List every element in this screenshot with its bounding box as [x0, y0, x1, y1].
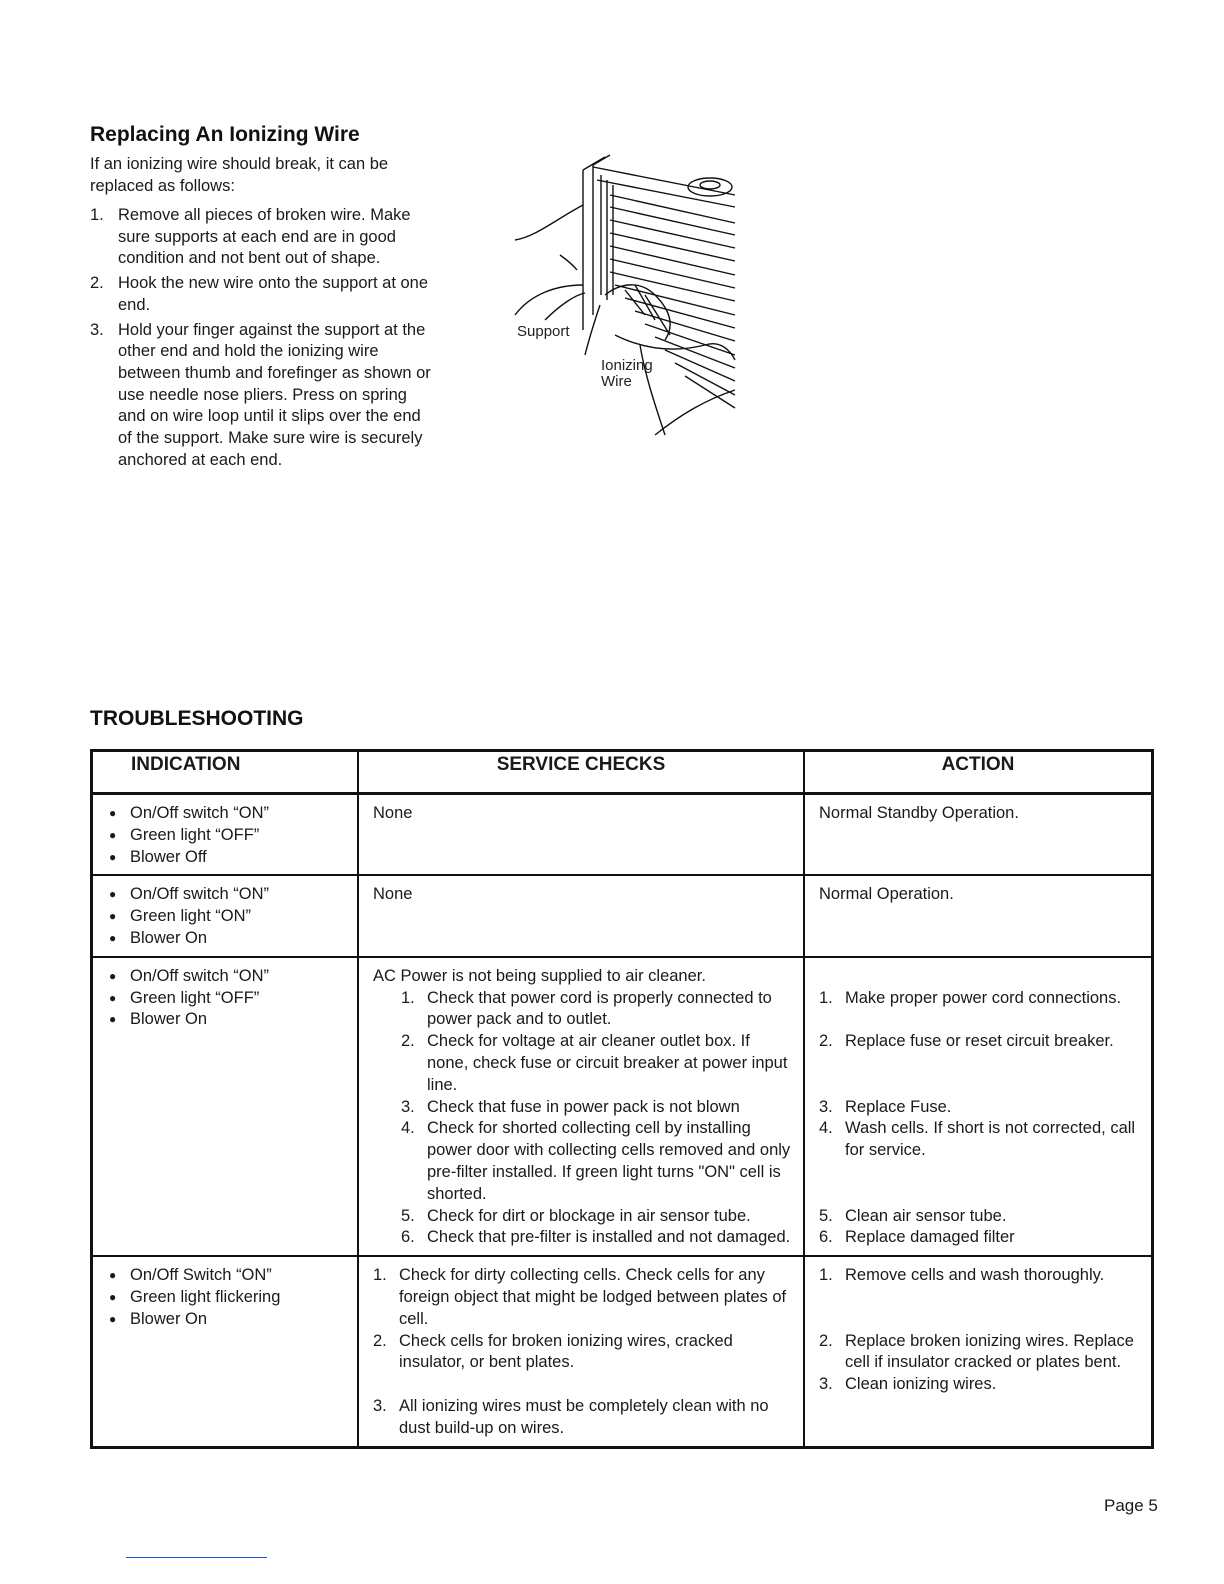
bullet-icon: ●: [109, 909, 117, 924]
bullet-icon: ●: [109, 1268, 117, 1283]
service-checks-cell: [358, 1256, 804, 1447]
list-item: 4. Wash cells. If short is not corrected, call for service.: [819, 1119, 1136, 1160]
indication-cell: [92, 794, 359, 876]
service-checks-cell: None: [358, 794, 804, 876]
list-item: 5. Check for dirt or blockage in air sensor tube.: [401, 1206, 751, 1225]
header-indication: INDICATION: [92, 751, 359, 794]
table-header-row: [92, 751, 1153, 794]
list-item: ● On/Off Switch “ON”: [107, 1265, 345, 1287]
list-item: 4. Check for shorted collecting cell by installing power door with collecting cells removed and only pre-filter installed. If green light turns "ON" cell is shorted.: [401, 1119, 791, 1203]
table-row: [92, 957, 1153, 1256]
list-item: 2. Check for voltage at air cleaner outlet box. If none, check fuse or circuit breaker at power input line.: [401, 1032, 788, 1094]
list-item: 6. Replace damaged filter: [819, 1228, 1015, 1247]
page-number: Page 5: [1104, 1496, 1158, 1515]
indication-cell: [92, 875, 359, 956]
ionizing-wire-illustration: [505, 145, 765, 445]
list-item: ● Green light flickering: [107, 1287, 345, 1309]
action-cell: Normal Standby Operation.: [804, 794, 1153, 876]
bullet-icon: ●: [109, 806, 117, 820]
figure-label-support: Support: [517, 323, 570, 340]
table-row: [92, 875, 1153, 956]
list-item: ● On/Off switch “ON”: [107, 966, 345, 988]
header-action: ACTION: [804, 751, 1153, 794]
list-item: 1. Remove all pieces of broken wire. Make sure supports at each end are in good condition and not bent out of shape.: [90, 206, 411, 268]
indication-cell: [92, 957, 359, 1256]
footer-rule: [126, 1557, 267, 1558]
header-service-checks: SERVICE CHECKS: [358, 751, 804, 794]
table-row: [92, 1256, 1153, 1447]
action-cell: [804, 1256, 1153, 1447]
list-item: ● Blower On: [107, 1309, 345, 1331]
bullet-icon: ●: [109, 990, 117, 1005]
service-checks-cell: None: [358, 875, 804, 956]
list-item: ● Blower On: [107, 928, 345, 950]
list-item: ● Blower On: [107, 1009, 345, 1031]
service-checks-cell: [358, 957, 804, 1256]
bullet-icon: ●: [109, 968, 117, 983]
list-item: 3. All ionizing wires must be completely clean with no dust build-up on wires.: [373, 1396, 769, 1437]
list-item: 6. Check that pre-filter is installed and not damaged.: [401, 1228, 791, 1247]
list-item: 3. Hold your finger against the support at the other end and hold the ionizing wire between thumb and forefinger as shown or use needle nose pliers. Press on spring and on wire loop until it slips over the end of the support. Make sure wire is securely anchored at each end.: [90, 320, 431, 469]
list-item: 2. Check cells for broken ionizing wires, cracked insulator, or bent plates.: [373, 1331, 733, 1372]
section-title-replacing-wire: Replacing An Ionizing Wire: [90, 123, 360, 146]
intro-paragraph: If an ionizing wire should break, it can be replaced as follows:: [90, 155, 389, 195]
list-item: 5. Clean air sensor tube.: [819, 1206, 1007, 1225]
list-item: 3. Check that fuse in power pack is not blown: [401, 1097, 740, 1116]
troubleshooting-title: TROUBLESHOOTING: [90, 707, 304, 730]
bullet-icon: ●: [109, 930, 117, 945]
list-item: ● Green light “OFF”: [107, 825, 345, 847]
troubleshooting-table: [90, 749, 1154, 1449]
list-item: ● On/Off switch “ON”: [107, 803, 345, 825]
list-item: ● Green light “OFF”: [107, 988, 345, 1010]
list-item: 2. Replace fuse or reset circuit breaker.: [819, 1032, 1114, 1051]
action-cell: Normal Operation.: [804, 875, 1153, 956]
list-item: 3. Replace Fuse.: [819, 1097, 952, 1116]
action-cell: [804, 957, 1153, 1256]
list-item: 2. Replace broken ionizing wires. Replace cell if insulator cracked or plates bent.: [819, 1331, 1134, 1372]
bullet-icon: ●: [109, 1311, 117, 1326]
bullet-icon: ●: [109, 849, 117, 864]
bullet-icon: ●: [109, 887, 117, 902]
list-item: 1. Check that power cord is properly connected to power pack and to outlet.: [401, 988, 772, 1029]
indication-cell: [92, 1256, 359, 1447]
list-item: 3. Clean ionizing wires.: [819, 1375, 997, 1394]
list-item: 2. Hook the new wire onto the support at one end.: [90, 274, 429, 314]
list-item: 1. Remove cells and wash thoroughly.: [819, 1266, 1105, 1285]
table-row: [92, 794, 1153, 876]
bullet-icon: ●: [109, 1012, 117, 1027]
list-item: 1. Check for dirty collecting cells. Check cells for any foreign object that might be lodged between plates of cell.: [373, 1266, 787, 1328]
replacement-steps-list: [90, 205, 435, 474]
bullet-icon: ●: [109, 1289, 117, 1304]
figure-label-ionizing-wire: Ionizing Wire: [601, 357, 653, 390]
list-item: ● On/Off switch “ON”: [107, 884, 345, 906]
list-item: ● Blower Off: [107, 847, 345, 869]
bullet-icon: ●: [109, 827, 117, 842]
checks-intro: AC Power is not being supplied to air cleaner.: [373, 966, 706, 985]
list-item: ● Green light “ON”: [107, 906, 345, 928]
list-item: 1. Make proper power cord connections.: [819, 988, 1122, 1007]
